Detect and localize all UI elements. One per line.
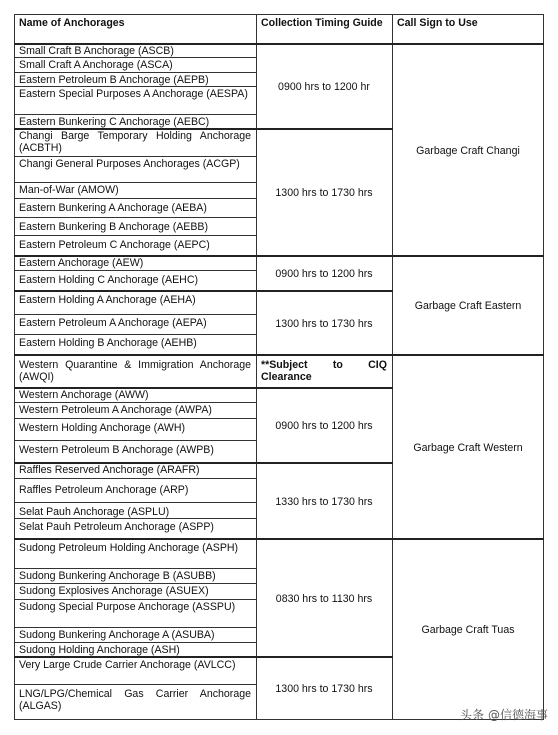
row-divider — [14, 217, 257, 218]
anchorage-name-row: Selat Pauh Anchorage (ASPLU) — [19, 506, 170, 518]
row-divider — [14, 518, 257, 519]
watermark: 头条 @信德海事 — [460, 708, 548, 722]
anchorage-name-row: Eastern Holding C Anchorage (AEHC) — [19, 274, 199, 286]
anchorage-name-row: Sudong Bunkering Anchorage B (ASUBB) — [19, 570, 216, 582]
anchorage-name-row: Raffles Petroleum Anchorage (ARP) — [19, 484, 189, 496]
anchorage-name-row: Small Craft A Anchorage (ASCA) — [19, 59, 173, 71]
anchorage-name-row: Selat Pauh Petroleum Anchorage (ASPP) — [19, 521, 214, 533]
anchorage-table — [14, 14, 544, 720]
anchorage-name-row: Changi Barge Temporary Holding Anchorage (ACBTH) — [19, 130, 251, 154]
collection-timing: 1300 hrs to 1730 hrs — [275, 317, 373, 330]
anchorage-name-row: Eastern Anchorage (AEW) — [19, 257, 144, 269]
group-divider — [14, 354, 544, 356]
anchorage-name-row: Western Holding Anchorage (AWH) — [19, 422, 186, 434]
collection-timing: 0900 hrs to 1200 hrs — [275, 268, 373, 280]
anchorage-name-row: Eastern Bunkering C Anchorage (AEBC) — [19, 116, 210, 128]
anchorage-name-row: Sudong Holding Anchorage (ASH) — [19, 644, 180, 656]
row-divider — [14, 627, 257, 628]
anchorage-name-row: Western Petroleum A Anchorage (AWPA) — [19, 404, 212, 416]
row-divider — [14, 583, 257, 584]
row-divider — [14, 314, 257, 315]
header-divider — [14, 43, 544, 45]
collection-timing: 0900 hrs to 1200 hr — [278, 81, 370, 93]
row-divider — [14, 270, 257, 271]
row-divider — [14, 418, 257, 419]
anchorage-name-row: Very Large Crude Carrier Anchorage (AVLCC) — [19, 659, 236, 671]
row-divider — [14, 642, 257, 643]
anchorage-name-row: LNG/LPG/Chemical Gas Carrier Anchorage (ALGAS) — [19, 688, 251, 712]
timing-divider — [14, 290, 393, 292]
anchorage-name-row: Western Petroleum B Anchorage (AWPB) — [19, 444, 214, 456]
anchorage-name-row: Man-of-War (AMOW) — [19, 184, 119, 196]
row-divider — [14, 568, 257, 569]
timing-divider — [14, 387, 393, 389]
row-divider — [14, 57, 257, 58]
row-divider — [14, 182, 257, 183]
anchorage-name-row: Eastern Petroleum A Anchorage (AEPA) — [19, 317, 207, 329]
table-border-right — [543, 14, 544, 720]
anchorage-name-row: Eastern Bunkering B Anchorage (AEBB) — [19, 221, 209, 233]
row-divider — [14, 72, 257, 73]
row-divider — [14, 440, 257, 441]
row-divider — [14, 156, 257, 157]
header-callsign: Call Sign to Use — [397, 17, 478, 29]
collection-timing: 0900 hrs to 1200 hrs — [275, 420, 373, 432]
call-sign: Garbage Craft Tuas — [421, 624, 515, 636]
row-divider — [14, 402, 257, 403]
anchorage-name-row: Small Craft B Anchorage (ASCB) — [19, 45, 174, 57]
row-divider — [14, 235, 257, 236]
collection-timing: 1300 hrs to 1730 hrs — [275, 683, 373, 695]
row-divider — [14, 198, 257, 199]
row-divider — [14, 684, 257, 685]
timing-divider — [14, 462, 393, 464]
table-border-left — [14, 14, 15, 720]
timing-divider — [14, 656, 393, 658]
anchorage-name-row: Eastern Bunkering A Anchorage (AEBA) — [19, 202, 207, 214]
anchorage-name-row: Eastern Petroleum B Anchorage (AEPB) — [19, 74, 209, 86]
collection-timing: 1330 hrs to 1730 hrs — [275, 495, 373, 508]
row-divider — [14, 502, 257, 503]
collection-timing: 1300 hrs to 1730 hrs — [275, 187, 373, 199]
anchorage-name-row: Western Anchorage (AWW) — [19, 389, 149, 401]
row-divider — [14, 334, 257, 335]
anchorage-name-row: Sudong Petroleum Holding Anchorage (ASPH) — [19, 542, 239, 554]
row-divider — [14, 86, 257, 87]
anchorage-name-row: Changi General Purposes Anchorages (ACGP) — [19, 158, 240, 170]
anchorage-name-row: Western Quarantine & Immigration Anchorage (AWQI) — [19, 359, 251, 383]
group-divider — [14, 538, 544, 540]
column-divider — [392, 14, 393, 720]
collection-timing: 0830 hrs to 1130 hrs — [275, 592, 373, 605]
anchorage-name-row: Eastern Holding B Anchorage (AEHB) — [19, 337, 197, 349]
anchorage-name-row: Sudong Explosives Anchorage (ASUEX) — [19, 585, 209, 597]
row-divider — [14, 478, 257, 479]
call-sign: Garbage Craft Changi — [416, 144, 520, 157]
header-name: Name of Anchorages — [19, 17, 125, 29]
timing-divider — [14, 128, 393, 130]
call-sign: Garbage Craft Eastern — [414, 300, 522, 312]
anchorage-name-row: Sudong Special Purpose Anchorage (ASSPU) — [19, 601, 236, 613]
column-divider — [256, 14, 257, 720]
table-border-top — [14, 14, 544, 15]
call-sign: Garbage Craft Western — [413, 441, 523, 454]
row-divider — [14, 599, 257, 600]
anchorage-name-row: Sudong Bunkering Anchorage A (ASUBA) — [19, 629, 215, 641]
anchorage-name-row: Eastern Petroleum C Anchorage (AEPC) — [19, 239, 210, 251]
ciq-clearance-note: **Subject to CIQ Clearance — [261, 359, 387, 383]
anchorage-name-row: Eastern Special Purposes A Anchorage (AESPA) — [19, 88, 248, 100]
anchorage-name-row: Raffles Reserved Anchorage (ARAFR) — [19, 464, 200, 476]
row-divider — [14, 114, 257, 115]
anchorage-name-row: Eastern Holding A Anchorage (AEHA) — [19, 294, 196, 306]
header-timing: Collection Timing Guide — [261, 17, 383, 29]
group-divider — [14, 255, 544, 257]
